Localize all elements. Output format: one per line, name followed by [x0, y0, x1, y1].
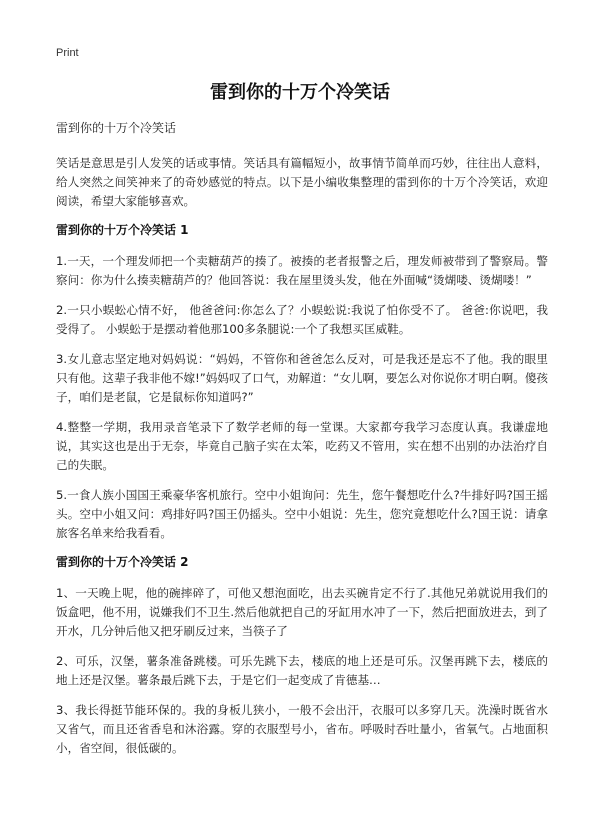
- section-heading-2: 雷到你的十万个冷笑话 2: [56, 555, 189, 569]
- joke-paragraph: 2、可乐，汉堡，薯条准备跳楼。可乐先跳下去，楼底的地上还是可乐。汉堡再跳下去，楼底的地上还是汉堡。薯条最后跳下去，于是它们一起变成了肯德基…: [56, 654, 548, 687]
- joke-paragraph: 3.女儿意志坚定地对妈妈说：“妈妈，不管你和爸爸怎么反对，可是我还是忘不了他。我的眼里只有他。这辈子我非他不嫁!”妈妈叹了口气，劝解道：“女儿啊，要怎么对你说你才明白啊。傻孩子，咱们是老鼠，它是鼠标你知道吗?”: [56, 352, 549, 404]
- article-subtitle: 雷到你的十万个冷笑话: [56, 121, 177, 135]
- section-heading-1: 雷到你的十万个冷笑话 1: [56, 223, 189, 237]
- joke-paragraph: 1.一天，一个理发师把一个卖糖葫芦的揍了。被揍的老者报警之后，理发师被带到了警察局。警察问：你为什么揍卖糖葫芦的？他回答说：我在屋里烫头发，他在外面喊“烫煳喽、烫煳喽！”: [56, 254, 548, 287]
- joke-paragraph: 3、我长得挺节能环保的。我的身板儿狭小，一般不会出汗，衣服可以多穿几天。洗澡时既省水又省气，而且还省香皂和沐浴露。穿的衣服型号小，省布。呼吸时吞吐量小，省氧气。占地面积小，省空间，很低碳的。: [56, 703, 548, 755]
- page-title: 雷到你的十万个冷笑话: [210, 82, 390, 103]
- joke-paragraph: 1、一天晚上呢，他的碗摔碎了，可他又想泡面吃，出去买碗肯定不行了.其他兄弟就说用我们的饭盒吧，他不用，说嫌我们不卫生.然后他就把自己的牙缸用水冲了一下，然后把面放进去，到了开水，几分钟后他又把牙刷反过来，当筷子了: [56, 586, 548, 638]
- joke-paragraph: 4.整整一学期，我用录音笔录下了数学老师的每一堂课。大家都夸我学习态度认真。我谦虚地说，其实这也是出于无奈，毕竟自己脑子实在太笨，吃药又不管用，实在想不出别的办法治疗自己的失眠。: [56, 420, 548, 472]
- joke-paragraph: 5.一食人族小国国王乘豪华客机旅行。空中小姐询问：先生，您午餐想吃什么?牛排好吗?国王摇头。空中小姐又问：鸡排好吗?国王仍摇头。空中小姐说：先生，您究竟想吃什么?国王说：请拿旅客名单来给我看看。: [56, 488, 548, 540]
- joke-paragraph: 2.一只小蜈蚣心情不好， 他爸爸问:你怎么了？小蜈蚣说:我说了怕你受不了。 爸爸:你说吧，我受得了。 小蜈蚣于是摆动着他那100多条腿说:一个了我想买匡威鞋。: [56, 303, 548, 336]
- print-link[interactable]: Print: [56, 47, 79, 59]
- intro-paragraph: 笑话是意思是引人发笑的话或事情。笑话具有篇幅短小，故事情节简单而巧妙，往往出人意料，给人突然之间笑神来了的奇妙感觉的特点。以下是小编收集整理的雷到你的十万个冷笑话，欢迎阅读，希望大家能够喜欢。: [56, 156, 548, 208]
- article-body: [56, 120, 548, 769]
